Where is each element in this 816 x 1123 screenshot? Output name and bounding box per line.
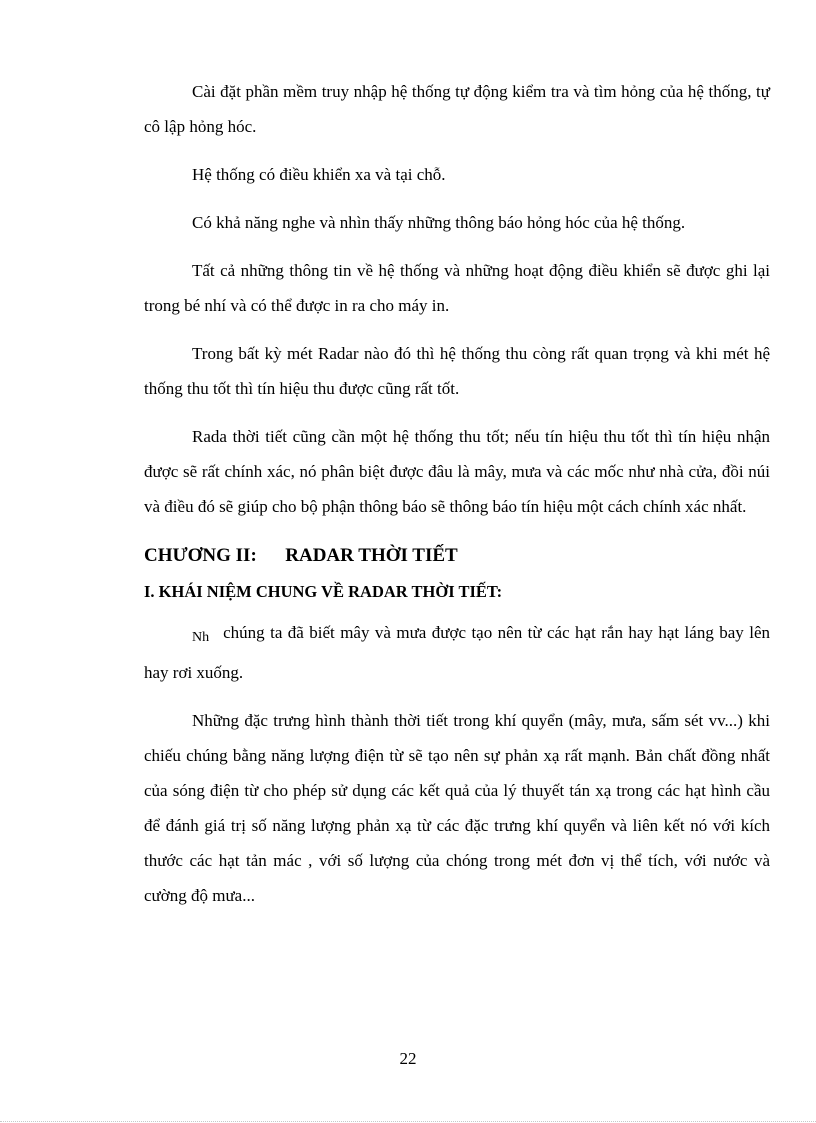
paragraph-clouds-rain	[144, 615, 770, 690]
paragraph-scattering: Những đặc trưng hình thành thời tiết trong khí quyển (mây, mưa, sấm sét vv...) khi chiếu chúng bằng năng lượng điện từ sẽ tạo nên sự phản xạ rất mạnh. Bản chất đồng nhất của sóng điện từ cho phép sử dụng các kết quả của lý thuyết tán xạ trong các hạt hình cầu để đánh giá trị số năng lượng phản xạ từ các đặc trưng khí quyển và liên kết nó với kích thước các hạt tản mác , với số lượng của chóng trong mét đơn vị thể tích, với nước và cường độ mưa...	[144, 711, 770, 905]
chapter-heading: CHƯƠNG II: RADAR THỜI TIẾT	[144, 545, 458, 566]
page-number: 22	[399, 1049, 417, 1068]
paragraph-remote-control: Hệ thống có điều khiển xa và tại chỗ.	[192, 165, 446, 184]
paragraph-first-word: Nh	[192, 630, 210, 645]
section-heading: I. KHÁI NIỆM CHUNG VỀ RADAR THỜI TIẾT:	[144, 582, 503, 601]
paragraph-logging: Tất cả những thông tin về hệ thống và những hoạt động điều khiển sẽ được ghi lại trong bé nhí và có thể được in ra cho máy in.	[144, 261, 770, 315]
paragraph-weather-radar: Rada thời tiết cũng cần một hệ thống thu tốt; nếu tín hiệu thu tốt thì tín hiệu nhận được sẽ rất chính xác, nó phân biệt được đâu là mây, mưa và các mốc như nhà cửa, đồi núi và điều đó sẽ giúp cho bộ phận thông báo sẽ thông báo tín hiệu một cách chính xác nhất.	[144, 427, 770, 516]
paragraph-fault-notice: Có khả năng nghe và nhìn thấy những thông báo hỏng hóc của hệ thống.	[192, 213, 686, 232]
paragraph-clouds-rain-text: chúng ta đã biết mây và mưa được tạo nên từ các hạt rắn hay hạt láng bay lên hay rơi xuống.	[144, 623, 770, 682]
paragraph-self-test: Cài đặt phần mềm truy nhập hệ thống tự động kiểm tra và tìm hỏng của hệ thống, tự cô lập hỏng hóc.	[144, 82, 770, 136]
page-body	[144, 74, 770, 926]
paragraph-receiver: Trong bất kỳ mét Radar nào đó thì hệ thống thu còng rất quan trọng và khi mét hệ thống thu tốt thì tín hiệu thu được cũng rất tốt.	[144, 344, 770, 398]
page-bottom-rule	[0, 1121, 816, 1122]
